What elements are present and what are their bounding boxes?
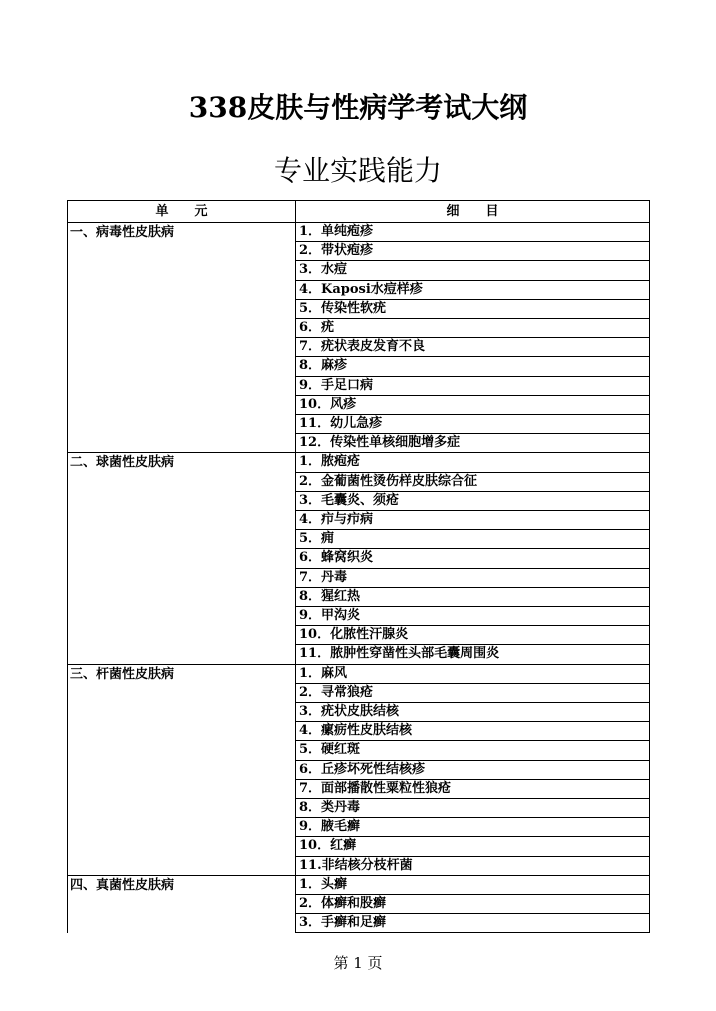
item-cell: 4．瘰疬性皮肤结核 (295, 722, 650, 741)
item-cell: 1．脓疱疮 (295, 453, 650, 472)
item-cell: 10．化脓性汗腺炎 (295, 626, 650, 645)
page-number: 第 1 页 (333, 954, 383, 972)
item-cell: 4．疖与疖病 (295, 511, 650, 530)
item-cell: 3．水痘 (295, 261, 650, 280)
unit-label: 二、球菌性皮肤病 (70, 455, 175, 471)
item-cell: 1．单纯疱疹 (295, 223, 650, 242)
item-cell: 6．疣 (295, 319, 650, 338)
header-unit-label: 单 元 (155, 204, 208, 219)
item-cell: 11.非结核分枝杆菌 (295, 857, 650, 876)
item-cell: 2．带状疱疹 (295, 242, 650, 261)
item-cell: 7．面部播散性粟粒性狼疮 (295, 780, 650, 799)
unit-cell (67, 665, 295, 876)
item-cell: 3．手癣和足癣 (295, 914, 650, 933)
item-cell: 2．体癣和股癣 (295, 895, 650, 914)
unit-cell (67, 453, 295, 664)
item-cell: 8．类丹毒 (295, 799, 650, 818)
item-cell: 5．硬红斑 (295, 741, 650, 760)
item-cell: 9．甲沟炎 (295, 607, 650, 626)
item-cell: 2．寻常狼疮 (295, 684, 650, 703)
item-cell: 12．传染性单核细胞增多症 (295, 434, 650, 453)
header-item-cell (295, 200, 650, 223)
item-cell: 8．猩红热 (295, 588, 650, 607)
item-cell: 3．疣状皮肤结核 (295, 703, 650, 722)
item-cell: 8．麻疹 (295, 357, 650, 376)
item-cell: 4．Kaposi水痘样疹 (295, 281, 650, 300)
item-cell: 10．风疹 (295, 396, 650, 415)
item-cell: 1．麻风 (295, 665, 650, 684)
unit-cell (67, 876, 295, 934)
unit-label: 三、杆菌性皮肤病 (70, 666, 175, 682)
item-cell: 6．丘疹坏死性结核疹 (295, 761, 650, 780)
item-cell: 9．手足口病 (295, 377, 650, 396)
item-cell: 10．红癣 (295, 837, 650, 856)
item-cell: 9．腋毛癣 (295, 818, 650, 837)
item-cell: 11．脓肿性穿凿性头部毛囊周围炎 (295, 645, 650, 664)
item-cell: 6．蜂窝织炎 (295, 549, 650, 568)
item-cell: 5．传染性软疣 (295, 300, 650, 319)
header-unit-cell (67, 200, 295, 223)
page-subtitle: 专业实践能力 (273, 154, 442, 187)
item-cell: 3．毛囊炎、须疮 (295, 492, 650, 511)
header-item-label: 细 目 (446, 204, 499, 219)
page-title: 338皮肤与性病学考试大纲 (188, 91, 528, 124)
unit-label: 一、病毒性皮肤病 (70, 225, 175, 240)
item-cell: 7．疣状表皮发育不良 (295, 338, 650, 357)
unit-label: 四、真菌性皮肤病 (70, 877, 175, 893)
item-cell: 5．痈 (295, 530, 650, 549)
item-cell: 11．幼儿急疹 (295, 415, 650, 434)
item-cell: 7．丹毒 (295, 569, 650, 588)
syllabus-table (67, 200, 650, 932)
unit-cell (67, 223, 295, 453)
item-cell: 2．金葡菌性烫伤样皮肤综合征 (295, 473, 650, 492)
item-cell: 1．头癣 (295, 876, 650, 895)
